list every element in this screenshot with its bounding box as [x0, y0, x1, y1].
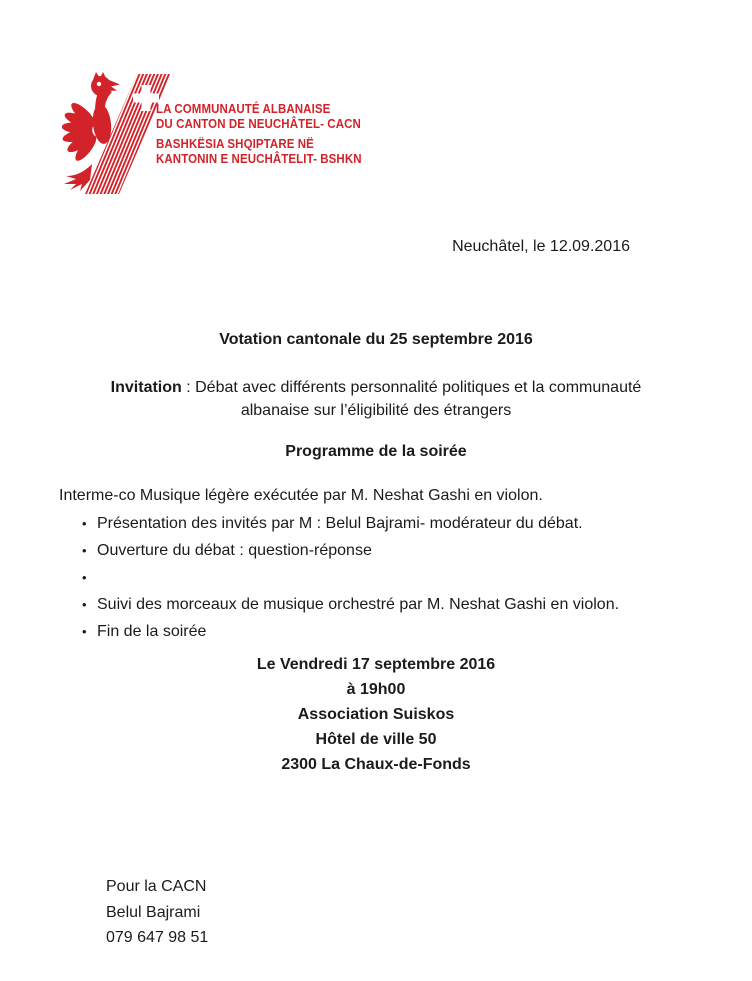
- list-item-text: Fin de la soirée: [97, 623, 207, 640]
- event-venue: Association Suiskos: [297, 706, 455, 723]
- event-city: 2300 La Chaux-de-Fonds: [281, 756, 471, 773]
- event-street: Hôtel de ville 50: [315, 731, 437, 748]
- org-fr-line2: DU CANTON DE NEUCHÂTEL- CACN: [156, 116, 361, 131]
- program-list: [82, 510, 619, 645]
- bullet-icon: •: [82, 597, 87, 612]
- program-intro: Interme-co Musique légère exécutée par M. Neshat Gashi en violon.: [59, 487, 543, 504]
- list-item-text: Suivi des morceaux de musique orchestré par M. Neshat Gashi en violon.: [97, 596, 620, 613]
- list-item: [82, 564, 619, 591]
- list-item: [82, 537, 619, 564]
- bullet-icon: •: [82, 570, 87, 585]
- organization-name-sq: [156, 137, 362, 166]
- list-item: [82, 618, 619, 645]
- event-date: Le Vendredi 17 septembre 2016: [256, 656, 496, 673]
- org-sq-line1: BASHKËSIA SHQIPTARE NË: [156, 137, 314, 151]
- org-sq-line2: KANTONIN E NEUCHÂTELIT- BSHKN: [156, 151, 362, 166]
- list-item-text: Présentation des invités par M : Belul Bajrami- modérateur du débat.: [97, 515, 583, 532]
- signature-role: Pour la CACN: [106, 878, 207, 895]
- list-item-text: Ouverture du débat : question-réponse: [97, 542, 372, 559]
- signature-name: Belul Bajrami: [106, 903, 201, 921]
- bullet-icon: •: [82, 624, 87, 639]
- list-item: [82, 510, 619, 537]
- event-time: à 19h00: [346, 681, 406, 698]
- invitation-bold-label: Invitation: [110, 379, 182, 396]
- organization-name-block: [156, 102, 362, 166]
- bullet-icon: •: [82, 543, 87, 558]
- org-fr-line1: LA COMMUNAUTÉ ALBANAISE: [156, 102, 331, 116]
- bullet-icon: •: [82, 516, 87, 531]
- dateline: Neuchâtel, le 12.09.2016: [452, 238, 630, 255]
- programme-heading: Programme de la soirée: [285, 443, 467, 460]
- signature-phone: 079 647 98 51: [106, 929, 209, 946]
- organization-name-fr: [156, 102, 362, 131]
- invitation-line2: albanaise sur l’éligibilité des étrangers: [240, 402, 512, 419]
- letterhead: [60, 72, 480, 196]
- invitation-line1-rest: : Débat avec différents personnalité politiques et la communauté: [181, 379, 642, 396]
- event-details: [60, 652, 692, 777]
- signature-block: [106, 874, 208, 951]
- list-item: [82, 591, 619, 618]
- invitation-line1: [60, 376, 692, 399]
- document-title: Votation cantonale du 25 septembre 2016: [219, 331, 533, 348]
- invitation-paragraph: [60, 376, 692, 422]
